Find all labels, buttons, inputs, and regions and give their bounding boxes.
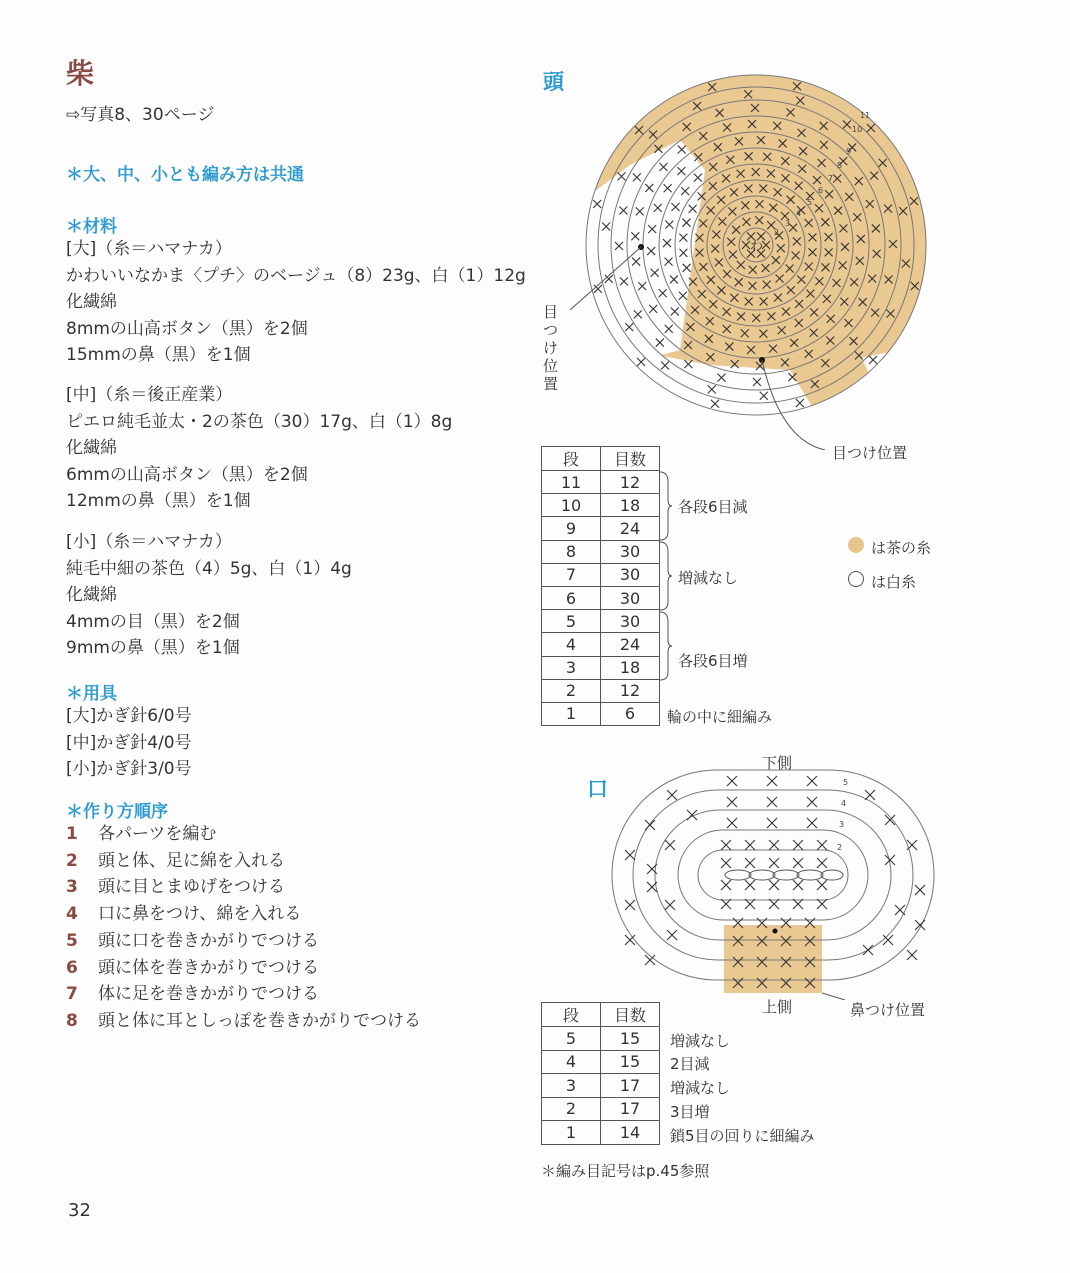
step-item: 3 頭に目とまゆげをつける bbox=[66, 877, 285, 898]
table-row: 5 15 bbox=[542, 1027, 660, 1051]
tool-item: [中]かぎ針4/0号 bbox=[66, 732, 192, 753]
svg-text:9: 9 bbox=[846, 147, 852, 156]
material-line: 8mmの山高ボタン（黒）を2個 bbox=[66, 318, 308, 339]
table-row: 6 30 bbox=[542, 586, 660, 609]
table-row: 5 30 bbox=[542, 610, 660, 633]
material-line: 6mmの山高ボタン（黒）を2個 bbox=[66, 464, 308, 485]
table-note: 鎖5目の回りに細編み bbox=[670, 1127, 815, 1145]
leader-line bbox=[822, 993, 845, 1000]
eye-position-label-left: 目つけ位置 bbox=[543, 303, 559, 393]
page-number: 32 bbox=[68, 1200, 91, 1221]
materials-large bbox=[66, 236, 526, 369]
materials-heading: ＊材料 bbox=[66, 217, 117, 237]
table-row: 4 24 bbox=[542, 633, 660, 656]
material-line: [小]（糸＝ハマナカ） bbox=[66, 532, 232, 552]
table-row: 7 30 bbox=[542, 563, 660, 586]
table-note: 輪の中に細編み bbox=[667, 708, 773, 726]
material-line: 化繊綿 bbox=[66, 292, 117, 312]
head-count-table: 段 目数 11 12 10 18 9 24 8 30 7 30 6 30 5 30 4 24 3 18 2 12 1 6 bbox=[541, 446, 660, 726]
table-row: 8 30 bbox=[542, 540, 660, 563]
table-row: 1 14 bbox=[542, 1121, 660, 1145]
material-line: 12mmの鼻（黒）を1個 bbox=[66, 491, 251, 511]
photo-reference: ⇨写真8、30ページ bbox=[66, 105, 215, 125]
mouth-heading: 口 bbox=[587, 777, 608, 801]
material-line: 化繊綿 bbox=[66, 438, 117, 458]
material-line: ピエロ純毛並太・2の茶色（30）17g、白（1）8g bbox=[66, 411, 453, 432]
table-braces bbox=[658, 470, 678, 710]
step-item: 8 頭と体に耳としっぽを巻きかがりでつける bbox=[66, 1010, 421, 1031]
table-row: 4 15 bbox=[542, 1050, 660, 1074]
table-row: 3 18 bbox=[542, 656, 660, 679]
material-line: 9mmの鼻（黒）を1個 bbox=[66, 638, 240, 658]
brown-yarn-swatch bbox=[848, 537, 864, 553]
page-title: 柴 bbox=[66, 57, 95, 90]
tools-heading: ＊用具 bbox=[66, 684, 117, 704]
nose-position-label: 鼻つけ位置 bbox=[850, 1001, 926, 1019]
material-line: 4mmの目（黒）を2個 bbox=[66, 611, 240, 632]
legend-brown-label: は茶の糸 bbox=[871, 539, 932, 557]
materials-small bbox=[66, 529, 352, 662]
svg-text:3: 3 bbox=[785, 219, 791, 228]
table-note: 2目減 bbox=[670, 1055, 710, 1073]
svg-text:5: 5 bbox=[843, 778, 849, 787]
steps-heading: ＊作り方順序 bbox=[66, 802, 168, 822]
svg-text:2: 2 bbox=[837, 843, 843, 852]
table-note: 増減なし bbox=[670, 1032, 731, 1050]
svg-text:10: 10 bbox=[852, 125, 863, 134]
svg-text:11: 11 bbox=[860, 111, 871, 120]
material-line: 15mmの鼻（黒）を1個 bbox=[66, 345, 251, 365]
step-item: 6 頭に体を巻きかがりでつける bbox=[66, 957, 319, 978]
svg-text:5: 5 bbox=[807, 198, 813, 207]
svg-text:7: 7 bbox=[828, 174, 834, 183]
eye-position-label-right: 目つけ位置 bbox=[832, 444, 908, 462]
step-item: 4 口に鼻をつけ、綿を入れる bbox=[66, 904, 302, 925]
material-line: [中]（糸＝後正産業） bbox=[66, 385, 233, 405]
tools-list bbox=[66, 703, 192, 783]
nose-dot bbox=[773, 929, 778, 934]
mouth-bottom-label: 下側 bbox=[762, 754, 793, 772]
legend-white-label: は白糸 bbox=[871, 573, 917, 591]
svg-text:6: 6 bbox=[818, 186, 824, 195]
table-note: 各段6目減 bbox=[678, 498, 748, 516]
svg-text:8: 8 bbox=[837, 161, 843, 170]
material-line: 純毛中細の茶色（4）5g、白（1）4g bbox=[66, 558, 352, 579]
center-ring-label: わ bbox=[750, 239, 764, 254]
tool-item: [大]かぎ針6/0号 bbox=[66, 706, 192, 726]
materials-medium bbox=[66, 382, 452, 515]
step-item: 5 頭に口を巻きかがりでつける bbox=[66, 930, 319, 951]
table-note: 各段6目増 bbox=[678, 652, 748, 670]
head-heading: 頭 bbox=[543, 70, 564, 94]
table-row: 9 24 bbox=[542, 517, 660, 540]
svg-text:4: 4 bbox=[796, 209, 802, 218]
head-stitch-diagram bbox=[530, 50, 950, 450]
svg-text:3: 3 bbox=[839, 820, 845, 829]
table-row: 2 17 bbox=[542, 1097, 660, 1121]
table-note: 増減なし bbox=[678, 569, 739, 587]
table-note: 増減なし bbox=[670, 1079, 731, 1097]
material-line: [大]（糸＝ハマナカ） bbox=[66, 239, 232, 259]
step-item: 7 体に足を巻きかがりでつける bbox=[66, 984, 319, 1005]
steps-list bbox=[66, 821, 421, 1035]
mouth-row-numbers bbox=[837, 778, 848, 852]
common-note: ＊大、中、小とも編み方は共通 bbox=[66, 165, 304, 185]
mouth-count-table: 段 目数 5 15 4 15 3 17 2 17 1 14 bbox=[541, 1002, 660, 1145]
table-row: 11 12 bbox=[542, 471, 660, 494]
white-yarn-swatch bbox=[848, 571, 864, 587]
svg-text:2: 2 bbox=[774, 228, 780, 237]
material-line: 化繊綿 bbox=[66, 585, 117, 605]
tool-item: [小]かぎ針3/0号 bbox=[66, 759, 192, 779]
table-row: 2 12 bbox=[542, 679, 660, 702]
svg-text:4: 4 bbox=[841, 799, 847, 808]
step-item: 1 各パーツを編む bbox=[66, 824, 217, 844]
table-row: 10 18 bbox=[542, 494, 660, 517]
table-row: 1 6 bbox=[542, 702, 660, 725]
table-row: 3 17 bbox=[542, 1074, 660, 1098]
mouth-top-label: 上側 bbox=[762, 998, 793, 1016]
material-line: かわいいなかま〈プチ〉のベージュ（8）23g、白（1）12g bbox=[66, 265, 526, 286]
step-item: 2 頭と体、足に綿を入れる bbox=[66, 850, 285, 871]
footnote: ＊編み目記号はp.45参照 bbox=[541, 1162, 710, 1180]
mouth-stitch-diagram bbox=[600, 765, 950, 1000]
table-note: 3目増 bbox=[670, 1103, 710, 1121]
